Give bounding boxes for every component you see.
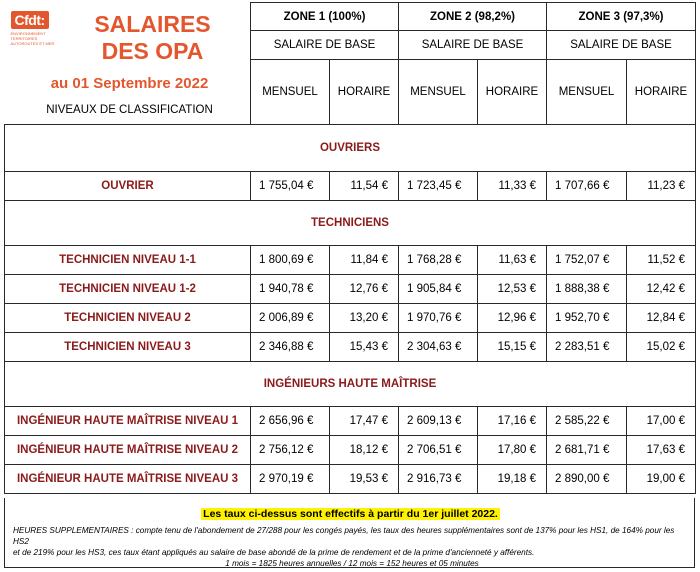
zone-3-mensuel: 1 752,07 € xyxy=(547,245,627,274)
zone-3-mensuel: 2 681,71 € xyxy=(547,435,627,464)
zone-1-horaire: 18,12 € xyxy=(330,435,399,464)
zone-1-horaire: 12,76 € xyxy=(330,274,399,303)
zone-3-mensuel: 1 707,66 € xyxy=(547,171,627,200)
row-label: INGÉNIEUR HAUTE MAÎTRISE NIVEAU 3 xyxy=(5,464,251,493)
zone-2-horaire: 11,33 € xyxy=(478,171,547,200)
overtime-note-line-1: HEURES SUPPLEMENTAIRES : compte tenu de l'abondement de 27/288 pour les congés payés, les taux des heures supplémentaires sont de 137% pour les HS1, de 164% pour les HS2 xyxy=(13,526,675,546)
zone-1-header: ZONE 1 (100%) xyxy=(251,3,399,31)
table-row-tech2 xyxy=(5,303,696,332)
zone-2-header: ZONE 2 (98,2%) xyxy=(399,3,547,31)
zone-2-mensuel: 1 723,45 € xyxy=(399,171,478,200)
zone-2-mensuel: 1 970,76 € xyxy=(399,303,478,332)
category-ingenieurs: INGÉNIEURS HAUTE MAÎTRISE xyxy=(5,361,696,406)
zone-3-mensuel-header: MENSUEL xyxy=(547,59,627,124)
zone-2-horaire: 19,18 € xyxy=(478,464,547,493)
zone-3-subheader: SALAIRE DE BASE xyxy=(547,31,696,59)
zone-2-mensuel: 2 609,13 € xyxy=(399,406,478,435)
zone-2-mensuel: 1 905,84 € xyxy=(399,274,478,303)
zone-2-horaire: 15,15 € xyxy=(478,332,547,361)
table-row-tech12 xyxy=(5,274,696,303)
zone-1-mensuel: 1 940,78 € xyxy=(251,274,330,303)
zone-3-mensuel: 2 283,51 € xyxy=(547,332,627,361)
zone-1-mensuel: 2 970,19 € xyxy=(251,464,330,493)
overtime-note-line-3: 1 mois = 1825 heures annuelles / 12 mois = 152 heures et 05 minutes xyxy=(225,559,479,568)
overtime-note xyxy=(13,525,691,569)
salary-table xyxy=(4,2,696,494)
row-label: TECHNICIEN NIVEAU 1-1 xyxy=(5,245,251,274)
overtime-note-line-2: et de 219% pour les HS3, ces taux étant appliqués au salaire de base abondé de la prime de rendement et de la prime d'ancienneté y afférents. xyxy=(13,548,535,557)
category-ouvriers: OUVRIERS xyxy=(5,124,696,171)
zone-1-mensuel-header: MENSUEL xyxy=(251,59,330,124)
zone-3-horaire: 11,52 € xyxy=(627,245,696,274)
zone-1-horaire-header: HORAIRE xyxy=(330,59,399,124)
zone-1-mensuel: 1 800,69 € xyxy=(251,245,330,274)
cfdt-logo xyxy=(11,11,63,46)
zone-1-horaire: 11,84 € xyxy=(330,245,399,274)
zone-3-horaire-header: HORAIRE xyxy=(627,59,696,124)
zone-1-horaire: 13,20 € xyxy=(330,303,399,332)
row-label: TECHNICIEN NIVEAU 2 xyxy=(5,303,251,332)
row-label: INGÉNIEUR HAUTE MAÎTRISE NIVEAU 1 xyxy=(5,406,251,435)
logo-wordmark: Cfdt: xyxy=(11,11,49,29)
page-title xyxy=(63,11,243,65)
zone-1-horaire: 19,53 € xyxy=(330,464,399,493)
zone-3-horaire: 12,84 € xyxy=(627,303,696,332)
row-label: INGÉNIEUR HAUTE MAÎTRISE NIVEAU 2 xyxy=(5,435,251,464)
title-line-1: SALAIRES xyxy=(94,10,211,37)
zone-1-horaire: 11,54 € xyxy=(330,171,399,200)
footer-notes xyxy=(4,498,695,568)
zone-2-horaire: 17,16 € xyxy=(478,406,547,435)
zone-1-mensuel: 2 006,89 € xyxy=(251,303,330,332)
row-label: OUVRIER xyxy=(5,171,251,200)
zone-2-mensuel: 2 916,73 € xyxy=(399,464,478,493)
classification-heading: NIVEAUX DE CLASSIFICATION xyxy=(46,103,213,116)
row-label: TECHNICIEN NIVEAU 3 xyxy=(5,332,251,361)
zone-2-subheader: SALAIRE DE BASE xyxy=(399,31,547,59)
zone-2-horaire-header: HORAIRE xyxy=(478,59,547,124)
zone-2-horaire: 11,63 € xyxy=(478,245,547,274)
title-date: au 01 Septembre 2022 xyxy=(50,74,209,92)
zone-1-mensuel: 1 755,04 € xyxy=(251,171,330,200)
zone-1-mensuel: 2 346,88 € xyxy=(251,332,330,361)
zone-2-mensuel: 1 768,28 € xyxy=(399,245,478,274)
zone-3-header: ZONE 3 (97,3%) xyxy=(547,3,696,31)
title-block xyxy=(5,3,251,125)
zone-2-horaire: 12,96 € xyxy=(478,303,547,332)
zone-1-mensuel: 2 656,96 € xyxy=(251,406,330,435)
table-row-tech3 xyxy=(5,332,696,361)
zone-2-mensuel: 2 706,51 € xyxy=(399,435,478,464)
zone-3-mensuel: 1 952,70 € xyxy=(547,303,627,332)
salary-sheet xyxy=(4,2,698,568)
zone-2-mensuel: 2 304,63 € xyxy=(399,332,478,361)
row-label: TECHNICIEN NIVEAU 1-2 xyxy=(5,274,251,303)
zone-2-horaire: 12,53 € xyxy=(478,274,547,303)
zone-3-horaire: 15,02 € xyxy=(627,332,696,361)
zone-3-horaire: 11,23 € xyxy=(627,171,696,200)
zone-1-horaire: 15,43 € xyxy=(330,332,399,361)
category-techniciens: TECHNICIENS xyxy=(5,200,696,245)
zone-3-horaire: 12,42 € xyxy=(627,274,696,303)
zone-3-mensuel: 2 890,00 € xyxy=(547,464,627,493)
zone-2-mensuel-header: MENSUEL xyxy=(399,59,478,124)
zone-3-mensuel: 1 888,38 € xyxy=(547,274,627,303)
effective-date-notice xyxy=(5,504,696,522)
logo-subtitle: ENVIRONNEMENT TERRITOIRES AUTOROUTES ET MER xyxy=(10,30,55,46)
zone-1-subheader: SALAIRE DE BASE xyxy=(251,31,399,59)
table-row-tech11 xyxy=(5,245,696,274)
table-row-ing1 xyxy=(5,406,696,435)
effective-date-text: Les taux ci-dessus sont effectifs à partir du 1er juillet 2022. xyxy=(203,508,498,520)
zone-1-mensuel: 2 756,12 € xyxy=(251,435,330,464)
zone-3-mensuel: 2 585,22 € xyxy=(547,406,627,435)
zone-3-horaire: 17,00 € xyxy=(627,406,696,435)
zone-3-horaire: 19,00 € xyxy=(627,464,696,493)
table-row-ing2 xyxy=(5,435,696,464)
zone-3-horaire: 17,63 € xyxy=(627,435,696,464)
zone-2-horaire: 17,80 € xyxy=(478,435,547,464)
title-line-2: DES OPA xyxy=(101,37,204,64)
table-row-ing3 xyxy=(5,464,696,493)
zone-1-horaire: 17,47 € xyxy=(330,406,399,435)
table-row-ouvrier xyxy=(5,171,696,200)
